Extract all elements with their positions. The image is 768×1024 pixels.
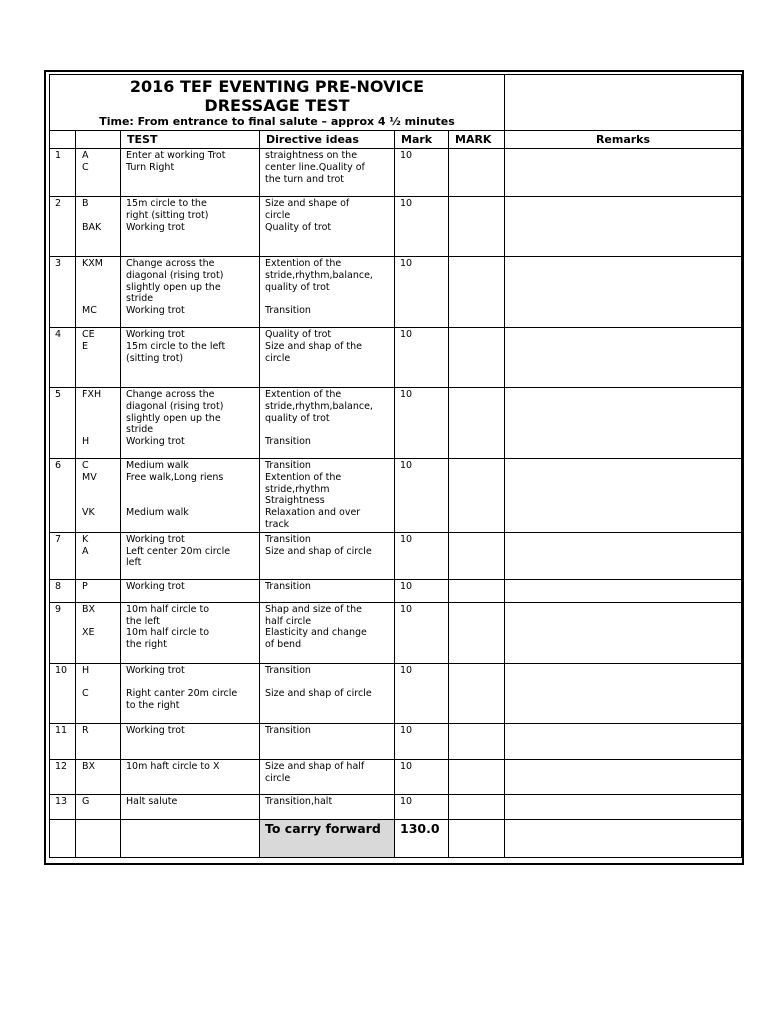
directive-line: Transition	[265, 664, 311, 676]
directive-line: Transition	[265, 533, 311, 545]
arena-letter-line: R	[82, 724, 89, 736]
test-line	[126, 495, 254, 507]
mark-entry-cell[interactable]	[449, 328, 505, 388]
directive-ideas	[260, 663, 395, 723]
arena-letter-line: B	[82, 198, 89, 209]
directive-ideas	[260, 149, 395, 197]
test-description	[121, 328, 260, 388]
arena-letters	[76, 663, 121, 723]
movement-number: 1	[50, 149, 76, 197]
directive-line: Quality of trot	[265, 329, 332, 340]
directive-ideas	[260, 328, 395, 388]
directive-ideas	[260, 602, 395, 663]
movement-row	[50, 149, 742, 197]
directive-line: quality of trot	[265, 281, 330, 293]
test-line: 15m circle to the	[126, 198, 207, 209]
arena-letters	[76, 794, 121, 819]
test-line: diagonal (rising trot)	[126, 269, 224, 281]
test-line: slightly open up the	[126, 281, 221, 293]
directive-ideas	[260, 257, 395, 328]
movement-number: 3	[50, 257, 76, 328]
mark-entry-cell[interactable]	[449, 197, 505, 257]
directive-line: the turn and trot	[265, 173, 344, 185]
test-line: diagonal (rising trot)	[126, 400, 224, 412]
mark-entry-cell[interactable]	[449, 602, 505, 663]
arena-letter-line: KXM	[82, 258, 103, 269]
test-description	[121, 197, 260, 257]
test-description	[121, 794, 260, 819]
test-line: 15m circle to the left	[126, 340, 226, 352]
directive-line: Size and shap of half	[265, 760, 365, 772]
mark-entry-cell[interactable]	[449, 149, 505, 197]
arena-letter-line: VK	[82, 507, 95, 519]
footer-blank-test	[121, 819, 260, 857]
arena-letters	[76, 602, 121, 663]
movement-row	[50, 328, 742, 388]
arena-letter-line: A	[82, 150, 89, 161]
test-line: Working trot	[126, 305, 185, 317]
col-header-directive: Directive ideas	[260, 131, 395, 149]
max-mark: 10	[395, 532, 449, 579]
test-line: Left center 20m circle	[126, 545, 231, 557]
max-mark: 10	[395, 388, 449, 459]
test-description	[121, 257, 260, 328]
arena-letter-line	[82, 270, 115, 282]
movement-row	[50, 723, 742, 759]
mark-entry-cell[interactable]	[449, 759, 505, 794]
remarks-entry-cell[interactable]	[505, 197, 742, 257]
movement-number: 8	[50, 579, 76, 602]
remarks-entry-cell[interactable]	[505, 149, 742, 197]
footer-blank-num	[50, 819, 76, 857]
max-mark: 10	[395, 579, 449, 602]
directive-ideas	[260, 579, 395, 602]
arena-letter-line	[82, 495, 115, 507]
directive-ideas	[260, 197, 395, 257]
test-description	[121, 459, 260, 533]
arena-letter-line: A	[82, 545, 89, 557]
directive-line: circle	[265, 209, 291, 221]
arena-letter-line: BX	[82, 603, 96, 615]
movement-number: 11	[50, 723, 76, 759]
test-line: Working trot	[126, 664, 185, 676]
test-line: Change across the	[126, 389, 215, 400]
directive-ideas	[260, 723, 395, 759]
col-header-remarks: Remarks	[505, 131, 742, 149]
max-mark: 10	[395, 663, 449, 723]
test-line: right (sitting trot)	[126, 209, 209, 221]
remarks-entry-cell[interactable]	[505, 532, 742, 579]
arena-letter-line: XE	[82, 627, 95, 639]
arena-letter-line: E	[82, 340, 89, 352]
test-description	[121, 663, 260, 723]
movement-row	[50, 794, 742, 819]
movement-row	[50, 602, 742, 663]
directive-line: Transition	[265, 460, 311, 471]
title-row	[50, 75, 742, 131]
arena-letter-line: H	[82, 436, 90, 448]
movement-number: 6	[50, 459, 76, 533]
arena-letter-line: BX	[82, 760, 96, 772]
arena-letter-line: MC	[82, 305, 97, 317]
arena-letters	[76, 328, 121, 388]
movement-row	[50, 579, 742, 602]
directive-line: Extention of the	[265, 258, 342, 269]
movement-row	[50, 197, 742, 257]
directive-line: stride,rhythm,balance,	[265, 400, 373, 412]
arena-letters	[76, 759, 121, 794]
mark-entry-cell[interactable]	[449, 459, 505, 533]
directive-line: Size and shap of the	[265, 340, 363, 352]
test-line: Working trot	[126, 221, 185, 233]
movement-number: 5	[50, 388, 76, 459]
directive-line: of bend	[265, 639, 302, 651]
max-mark: 10	[395, 328, 449, 388]
arena-letters	[76, 257, 121, 328]
arena-letters	[76, 723, 121, 759]
directive-line: track	[265, 518, 290, 530]
directive-line: Size and shap of circle	[265, 688, 372, 700]
directive-line: Size and shap of circle	[265, 545, 372, 557]
directive-line: Transition	[265, 580, 311, 592]
test-description	[121, 723, 260, 759]
mark-entry-cell[interactable]	[449, 794, 505, 819]
remarks-entry-cell[interactable]	[505, 579, 742, 602]
directive-ideas	[260, 794, 395, 819]
arena-letters	[76, 388, 121, 459]
mark-entry-cell[interactable]	[449, 663, 505, 723]
arena-letter-line: C	[82, 460, 89, 471]
arena-letters	[76, 532, 121, 579]
col-header-test: TEST	[121, 131, 260, 149]
mark-entry-cell[interactable]	[449, 532, 505, 579]
test-line: Right canter 20m circle	[126, 688, 238, 700]
directive-line	[265, 424, 389, 436]
remarks-entry-cell[interactable]	[505, 723, 742, 759]
max-mark: 10	[395, 602, 449, 663]
remarks-entry-cell[interactable]	[505, 602, 742, 663]
test-line: Working trot	[126, 329, 185, 340]
movement-row	[50, 459, 742, 533]
title-line-2: DRESSAGE TEST	[204, 96, 350, 115]
arena-letter-line	[82, 616, 115, 628]
directive-line: Size and shape of	[265, 198, 350, 209]
directive-line	[265, 293, 389, 305]
arena-letter-line	[82, 293, 115, 305]
carry-forward-row	[50, 819, 742, 857]
arena-letter-line: K	[82, 533, 89, 545]
dressage-test-table	[49, 74, 742, 858]
test-description	[121, 759, 260, 794]
test-line: left	[126, 557, 142, 569]
arena-letters	[76, 579, 121, 602]
test-description	[121, 602, 260, 663]
arena-letter-line	[82, 401, 115, 413]
max-mark: 10	[395, 459, 449, 533]
directive-line: Straightness	[265, 495, 325, 507]
mark-entry-cell[interactable]	[449, 388, 505, 459]
directive-line: Transition,halt	[265, 795, 333, 807]
arena-letter-line: C	[82, 688, 89, 700]
test-line: stride	[126, 424, 154, 436]
arena-letter-line	[82, 282, 115, 294]
max-mark: 10	[395, 794, 449, 819]
directive-line: half circle	[265, 615, 312, 627]
directive-line: stride,rhythm,balance,	[265, 269, 373, 281]
directive-ideas	[260, 388, 395, 459]
movement-number: 2	[50, 197, 76, 257]
directive-line	[265, 677, 389, 689]
directive-line: center line.Quality of	[265, 161, 365, 173]
movement-row	[50, 759, 742, 794]
directive-line: stride,rhythm	[265, 483, 330, 495]
directive-ideas	[260, 532, 395, 579]
remarks-entry-cell[interactable]	[505, 759, 742, 794]
remarks-entry-cell[interactable]	[505, 663, 742, 723]
directive-line: Relaxation and over	[265, 507, 361, 519]
test-line: Enter at working Trot	[126, 150, 226, 161]
test-line: stride	[126, 293, 154, 305]
arena-letters	[76, 149, 121, 197]
test-description	[121, 579, 260, 602]
test-line: Turn Right	[126, 161, 175, 173]
test-line: 10m haft circle to X	[126, 760, 220, 772]
arena-letters	[76, 459, 121, 533]
mark-entry-cell[interactable]	[449, 257, 505, 328]
carry-forward-value: 130.0	[395, 819, 449, 857]
arena-letter-line: MV	[82, 471, 97, 483]
mark-entry-cell[interactable]	[449, 723, 505, 759]
footer-blank-letters	[76, 819, 121, 857]
footer-mark-entry-cell[interactable]	[449, 819, 505, 857]
test-line: 10m half circle to	[126, 627, 210, 639]
test-line: the left	[126, 615, 160, 627]
directive-line: Transition	[265, 436, 311, 448]
mark-entry-cell[interactable]	[449, 579, 505, 602]
movement-number: 12	[50, 759, 76, 794]
arena-letter-line: CE	[82, 329, 95, 340]
test-line: to the right	[126, 700, 180, 712]
remarks-entry-cell[interactable]	[505, 459, 742, 533]
directive-line: straightness on the	[265, 150, 358, 161]
remarks-entry-cell[interactable]	[505, 257, 742, 328]
arena-letter-line	[82, 484, 115, 496]
max-mark: 10	[395, 257, 449, 328]
col-header-num	[50, 131, 76, 149]
test-line: (sitting trot)	[126, 352, 184, 364]
max-mark: 10	[395, 197, 449, 257]
movement-number: 10	[50, 663, 76, 723]
directive-line: Extention of the	[265, 471, 342, 483]
arena-letter-line	[82, 413, 115, 425]
arena-letter-line: G	[82, 795, 90, 807]
directive-line: quality of trot	[265, 412, 330, 424]
directive-line: Transition	[265, 305, 311, 317]
directive-line: circle	[265, 352, 291, 364]
test-line	[126, 677, 254, 689]
test-description	[121, 388, 260, 459]
movement-row	[50, 388, 742, 459]
test-line: Free walk,Long riens	[126, 471, 224, 483]
test-line: Change across the	[126, 258, 215, 269]
test-line: 10m half circle to	[126, 603, 210, 615]
col-header-mark2: MARK	[449, 131, 505, 149]
col-header-letters	[76, 131, 121, 149]
test-description	[121, 149, 260, 197]
remarks-entry-cell[interactable]	[505, 388, 742, 459]
directive-line: Extention of the	[265, 389, 342, 400]
arena-letter-line: FXH	[82, 389, 102, 400]
arena-letter-line	[82, 210, 115, 222]
directive-ideas	[260, 759, 395, 794]
test-line: Working trot	[126, 724, 185, 736]
directive-ideas	[260, 459, 395, 533]
directive-line: Transition	[265, 724, 311, 736]
movement-number: 9	[50, 602, 76, 663]
directive-line: Quality of trot	[265, 221, 332, 233]
max-mark: 10	[395, 723, 449, 759]
test-description	[121, 532, 260, 579]
test-line: the right	[126, 639, 167, 651]
max-mark: 10	[395, 759, 449, 794]
arena-letters	[76, 197, 121, 257]
remarks-entry-cell[interactable]	[505, 328, 742, 388]
movement-number: 13	[50, 794, 76, 819]
title-line-1: 2016 TEF EVENTING PRE-NOVICE	[129, 77, 425, 96]
movement-number: 7	[50, 532, 76, 579]
remarks-entry-cell[interactable]	[505, 794, 742, 819]
test-line: Working trot	[126, 580, 185, 592]
time-line: Time: From entrance to final salute – approx 4 ½ minutes	[99, 115, 455, 128]
title-blank-cell	[505, 75, 742, 131]
test-line: Halt salute	[126, 795, 178, 807]
movement-row	[50, 257, 742, 328]
carry-forward-label: To carry forward	[260, 819, 395, 857]
arena-letter-line: H	[82, 664, 90, 676]
arena-letter-line: BAK	[82, 221, 102, 233]
arena-letter-line: P	[82, 580, 88, 592]
arena-letter-line: C	[82, 161, 89, 173]
test-line: Working trot	[126, 436, 185, 448]
footer-remarks-cell	[505, 819, 742, 857]
col-header-mark: Mark	[395, 131, 449, 149]
arena-letter-line	[82, 677, 115, 689]
movement-number: 4	[50, 328, 76, 388]
directive-line: circle	[265, 772, 291, 784]
movement-row	[50, 532, 742, 579]
test-line: Working trot	[126, 533, 185, 545]
test-line: slightly open up the	[126, 412, 221, 424]
title-cell	[50, 75, 505, 131]
test-line: Medium walk	[126, 507, 189, 519]
test-line	[126, 484, 254, 496]
movement-row	[50, 663, 742, 723]
column-header-row	[50, 131, 742, 149]
test-line: Medium walk	[126, 460, 189, 471]
arena-letter-line	[82, 424, 115, 436]
directive-line: Elasticity and change	[265, 627, 367, 639]
directive-line: Shap and size of the	[265, 603, 363, 615]
max-mark: 10	[395, 149, 449, 197]
